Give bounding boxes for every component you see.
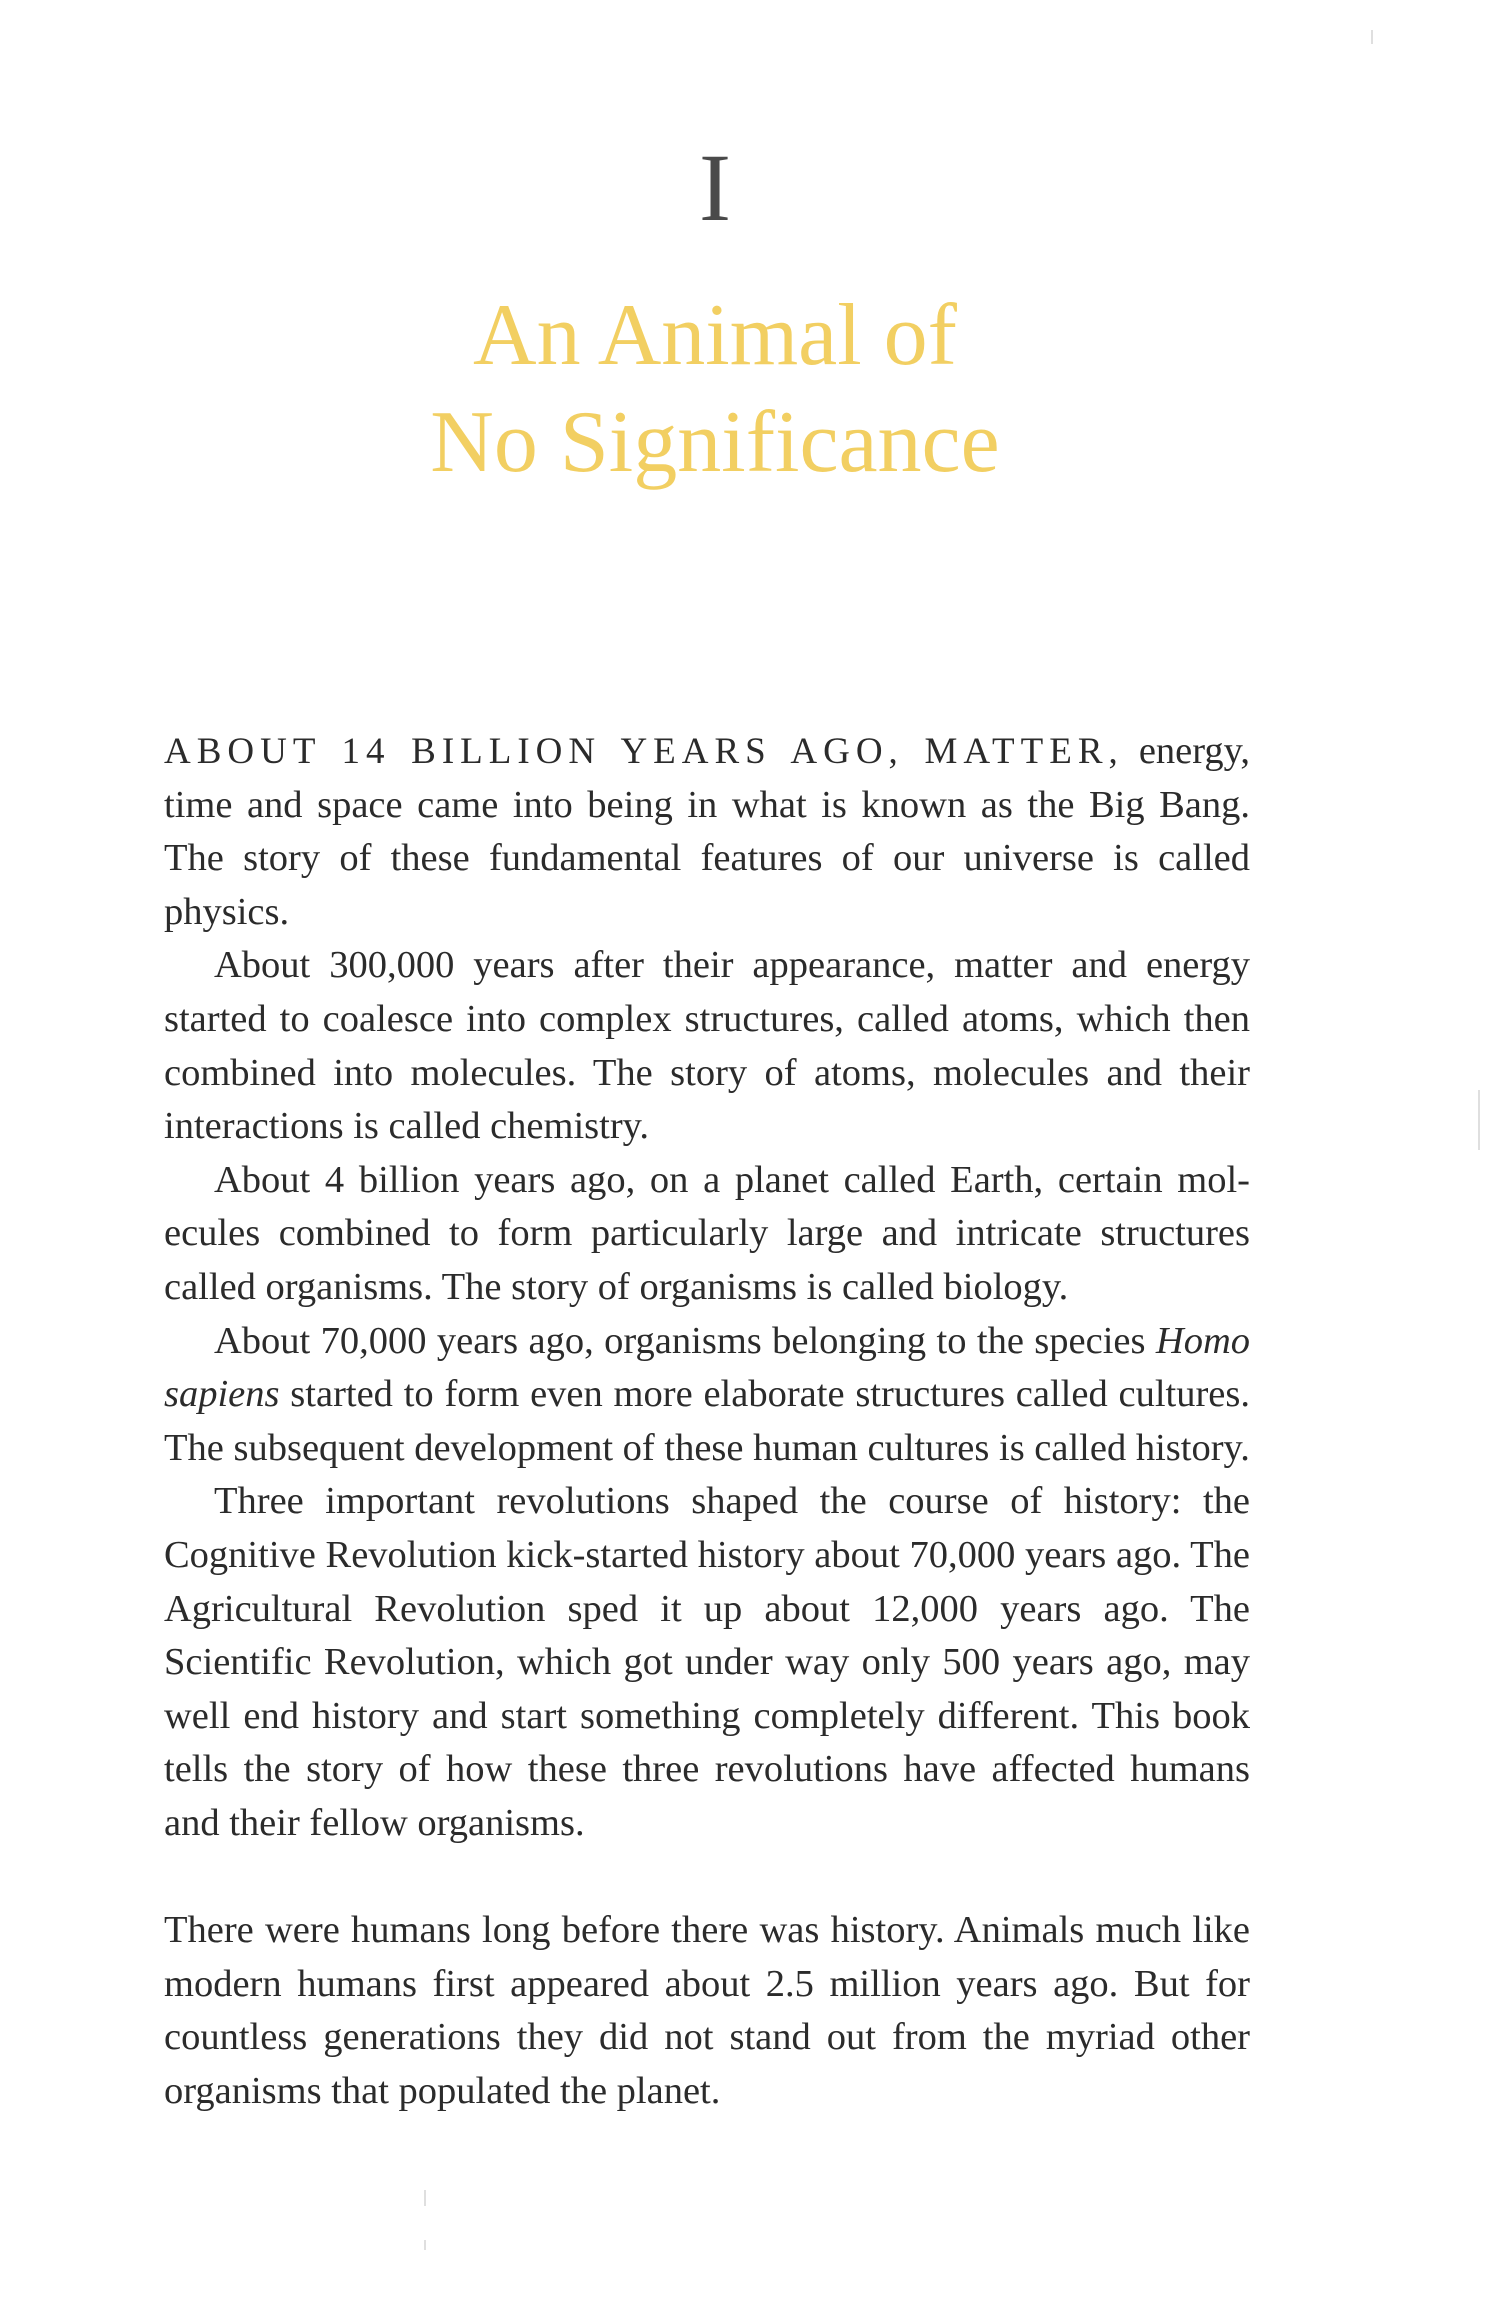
paragraph-2: About 300,000 years after their appearance, matter and energy started to coalesce into complex structures, called atoms, which then combined into molecules. The story of atoms, molecules and their interactions is called chemistry. — [164, 944, 1250, 1148]
opening-small-caps: ABOUT 14 BILLION YEARS AGO, MATTER, — [164, 731, 1124, 772]
chapter-title-line-1: An Animal of — [473, 287, 957, 384]
chapter-title — [0, 282, 1430, 496]
paragraph-4-start: About 70,000 years ago, organisms belonging to the species — [214, 1319, 1146, 1362]
paragraph-6: There were humans long before there was history. Animals much like modern humans first appeared about 2.5 million years ago. But for countless generations they did not stand out from the myriad other organisms that populated the planet. — [164, 1909, 1250, 2112]
scan-speck-right-margin — [1478, 1090, 1480, 1150]
paragraph-1-text: energy, time and space came into being in what is known as the Big Bang. The story of these fundamental features of our universe is called physics. — [164, 730, 1251, 933]
paragraph-1 — [164, 725, 1250, 939]
chapter-number: I — [699, 134, 731, 241]
paragraph-4-end: started to form even more elaborate structures called cultures. The subsequent development of these human cultures is called history. — [164, 1373, 1250, 1469]
paragraph-4 — [164, 1315, 1250, 1476]
paragraph-5: Three important revolutions shaped the course of history: the Cognitive Revolution kick-started history about 70,000 years ago. The Agricultural Revolution sped it up about 12,000 years ago. The Scientific Revolution, which got under way only 500 years ago, may well end history and start something completely different. This book tells the story of how these three revolutions have affected humans and their fellow organisms. — [164, 1480, 1250, 1844]
chapter-body — [164, 725, 1250, 2118]
scan-speck-bottom-2 — [424, 2240, 426, 2250]
paragraph-3: About 4 billion years ago, on a planet called Earth, certain molecules combined to form particularly large and intricate structures called organisms. The story of organisms is called biology. — [164, 1158, 1250, 1308]
scan-speck-top-right — [1371, 30, 1373, 44]
scan-speck-bottom — [424, 2190, 426, 2206]
chapter-title-line-2: No Significance — [430, 394, 1000, 491]
species-name: Homo sapiens — [164, 1319, 1251, 1416]
